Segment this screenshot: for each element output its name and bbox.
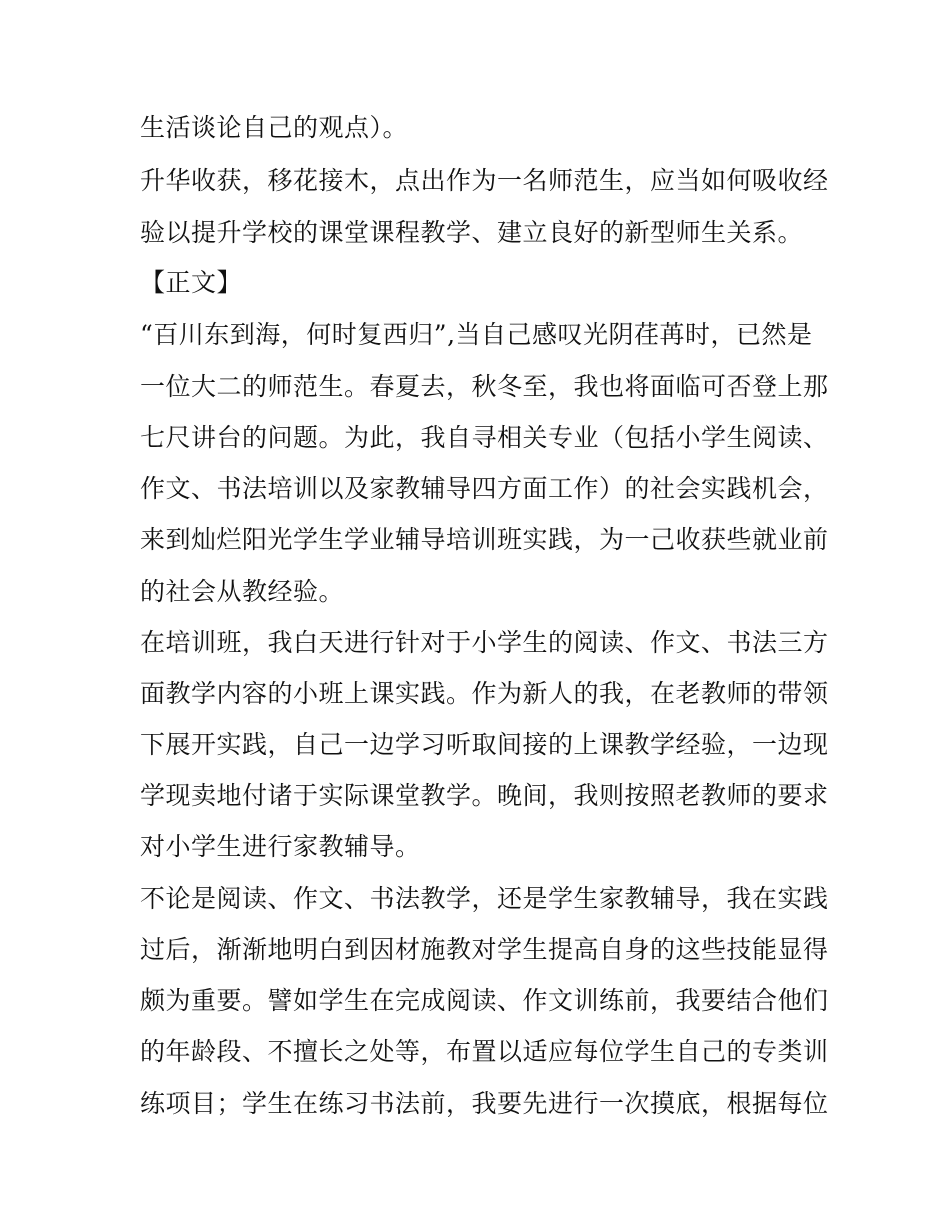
text-line: 对小学生进行家教辅导。 <box>140 832 421 861</box>
text-line: 升华收获，移花接木，点出作为一名师范生，应当如何吸收经 <box>140 166 829 195</box>
text-line: 验以提升学校的课堂课程教学、建立良好的新型师生关系。 <box>140 218 804 247</box>
text-line: 过后，渐渐地明白到因材施教对学生提高自身的这些技能显得 <box>140 935 829 964</box>
text-line: 下展开实践，自己一边学习听取间接的上课教学经验，一边现 <box>140 730 829 759</box>
text-line: 一位大二的师范生。春夏去，秋冬至，我也将面临可否登上那 <box>140 372 829 401</box>
section-heading: 【正文】 <box>140 268 243 297</box>
text-line: 的社会从教经验。 <box>140 577 345 606</box>
text-line: 不论是阅读、作文、书法教学，还是学生家教辅导，我在实践 <box>140 884 829 913</box>
text-line: 颇为重要。譬如学生在完成阅读、作文训练前，我要结合他们 <box>140 986 829 1015</box>
text-line: 生活谈论自己的观点）。 <box>140 113 409 142</box>
text-line: 来到灿烂阳光学生学业辅导培训班实践，为一己收获些就业前 <box>140 525 829 554</box>
text-line: 面教学内容的小班上课实践。作为新人的我，在老教师的带领 <box>140 679 829 708</box>
text-line: “百川东到海，何时复西归”,当自己感叹光阴荏苒时，已然是 <box>140 320 813 349</box>
text-line: 学现卖地付诸于实际课堂教学。晚间，我则按照老教师的要求 <box>140 781 829 810</box>
text-line: 练项目；学生在练习书法前，我要先进行一次摸底，根据每位 <box>140 1089 829 1118</box>
text-line: 作文、书法培训以及家教辅导四方面工作）的社会实践机会， <box>140 474 829 503</box>
text-line: 在培训班，我白天进行针对于小学生的阅读、作文、书法三方 <box>140 628 829 657</box>
text-line: 的年龄段、不擅长之处等，布置以适应每位学生自己的专类训 <box>140 1037 829 1066</box>
text-line: 七尺讲台的问题。为此，我自寻相关专业（包括小学生阅读、 <box>140 423 829 452</box>
